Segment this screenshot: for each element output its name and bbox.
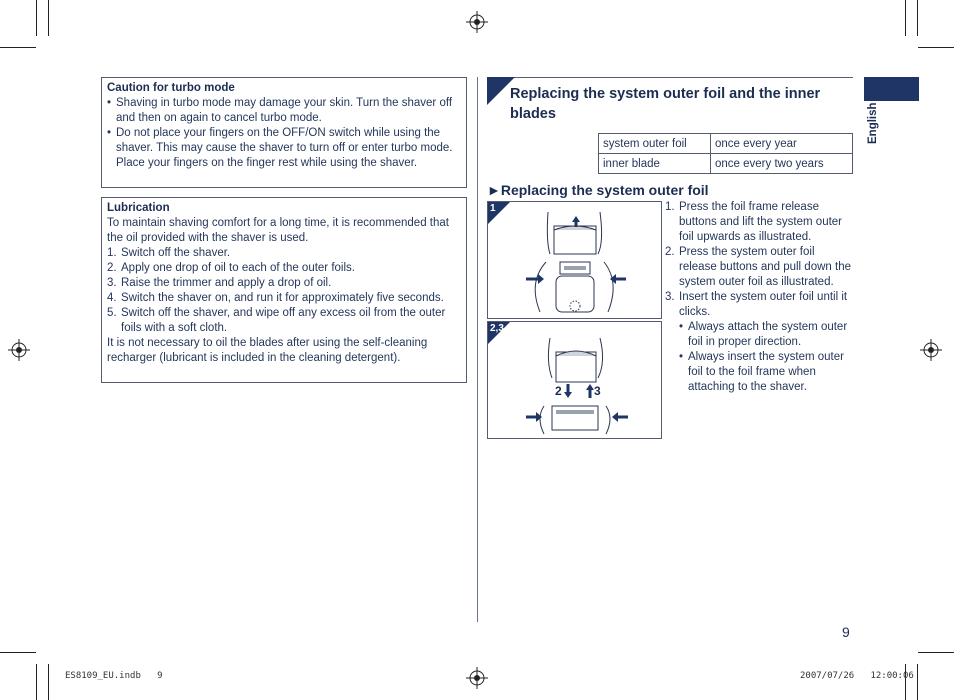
lubrication-note: It is not necessary to oil the blades after using the self-cleaning recharger (lubricant is included in the cleaning detergent).	[107, 337, 428, 364]
crop-mark	[905, 664, 906, 700]
crop-mark	[905, 0, 906, 36]
triangle-marker-icon: ►	[487, 182, 501, 198]
table-cell: system outer foil	[599, 134, 711, 154]
section-rule	[487, 77, 853, 78]
shaver-foil-insert-illustration	[488, 322, 661, 438]
lubrication-step: 2. Apply one drop of oil to each of the outer foils.	[107, 262, 355, 274]
figure-label: 1	[490, 203, 496, 214]
crop-mark	[36, 664, 37, 700]
footer-timestamp: 2007/07/26 12:00:06	[800, 671, 914, 681]
arrow-label-2: 2	[555, 384, 562, 398]
caution-title: Caution for turbo mode	[107, 82, 235, 94]
crop-mark	[48, 664, 49, 700]
figure-label: 2,3	[490, 323, 504, 334]
shaver-foil-removal-illustration	[488, 202, 661, 318]
crop-mark	[918, 47, 954, 48]
crop-mark	[917, 0, 918, 36]
footer-file: ES8109_EU.indb 9	[65, 671, 163, 681]
table-cell: once every year	[711, 134, 853, 154]
outer-foil-step: 2. Press the system outer foil release buttons and pull down the system outer foil as illustrated.	[665, 246, 851, 288]
page-number: 9	[842, 624, 850, 640]
lubrication-step: 3. Raise the trimmer and apply a drop of oil.	[107, 277, 332, 289]
crop-mark	[48, 0, 49, 36]
outer-foil-sub-bullet: • Always insert the system outer foil to the foil frame when attaching to the shaver.	[679, 350, 851, 395]
lubrication-step: 5. Switch off the shaver, and wipe off any excess oil from the outer foils with a soft cloth.	[107, 307, 446, 334]
replacing-heading: Replacing the system outer foil and the inner blades	[510, 86, 821, 122]
figure-2-3	[487, 321, 662, 439]
lubrication-intro: To maintain shaving comfort for a long time, it is recommended that the oil provided with the shaver is used.	[107, 217, 449, 244]
table-row	[599, 154, 853, 174]
crop-mark	[36, 0, 37, 36]
lubrication-box	[101, 197, 467, 383]
outer-foil-step: 3. Insert the system outer foil until it clicks.	[665, 291, 848, 318]
column-divider	[477, 77, 478, 622]
lubrication-title: Lubrication	[107, 202, 170, 214]
registration-mark-icon	[466, 11, 488, 33]
caution-bullet: • Shaving in turbo mode may damage your skin. Turn the shaver off and then on again to cancel turbo mode.	[107, 96, 462, 126]
crop-mark	[918, 652, 954, 653]
caution-box	[101, 77, 467, 188]
figure-1	[487, 201, 662, 319]
language-label: English	[867, 102, 879, 144]
outer-foil-step: 1. Press the foil frame release buttons and lift the system outer foil upwards as illustrated.	[665, 201, 843, 243]
language-tab	[864, 77, 919, 101]
table-cell: inner blade	[599, 154, 711, 174]
outer-foil-sub-bullet: • Always attach the system outer foil in proper direction.	[679, 320, 851, 350]
registration-mark-icon	[466, 667, 488, 689]
arrow-label-3: 3	[594, 384, 601, 398]
registration-mark-icon	[920, 339, 942, 361]
table-cell: once every two years	[711, 154, 853, 174]
lubrication-step: 4. Switch the shaver on, and run it for approximately five seconds.	[107, 292, 444, 304]
caution-bullet: • Do not place your fingers on the OFF/ON switch while using the shaver. This may cause the shaver to turn off or enter turbo mode. Place your fingers on the finger rest while using the shaver.	[107, 126, 462, 171]
table-row	[599, 134, 853, 154]
outer-foil-heading: ►Replacing the system outer foil	[487, 182, 709, 198]
registration-mark-icon	[8, 339, 30, 361]
outer-foil-steps	[665, 200, 851, 395]
crop-mark	[0, 47, 36, 48]
lubrication-step: 1. Switch off the shaver.	[107, 247, 231, 259]
replacement-table	[598, 133, 853, 174]
crop-mark	[0, 652, 36, 653]
crop-mark	[917, 664, 918, 700]
